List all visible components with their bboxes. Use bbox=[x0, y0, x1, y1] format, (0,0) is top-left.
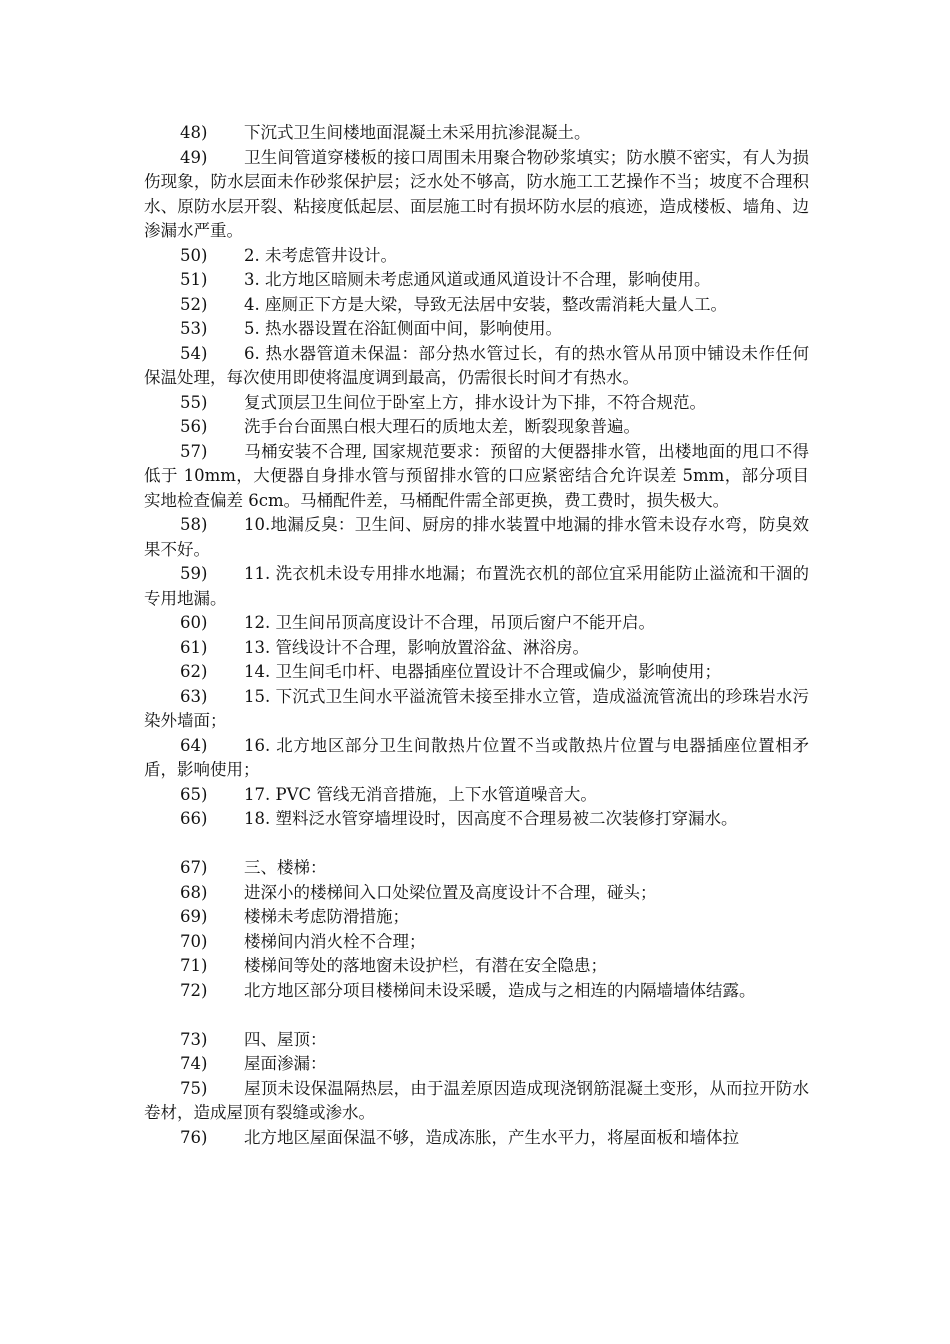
list-item bbox=[144, 317, 809, 342]
section-heading bbox=[144, 856, 809, 881]
item-number: 58) bbox=[180, 515, 208, 534]
list-item bbox=[144, 611, 809, 636]
blank-line bbox=[144, 832, 809, 857]
item-text: 14. 卫生间毛巾杆、电器插座位置设计不合理或偏少，影响使用； bbox=[244, 662, 721, 681]
list-item bbox=[144, 930, 809, 955]
item-text: 18. 塑料泛水管穿墙埋设时，因高度不合理易被二次装修打穿漏水。 bbox=[244, 809, 738, 828]
item-number: 54) bbox=[180, 343, 208, 363]
list-item bbox=[144, 734, 809, 783]
item-number: 57) bbox=[180, 441, 208, 461]
list-item bbox=[144, 342, 809, 391]
item-text: 4. 座厕正下方是大梁，导致无法居中安装，整改需消耗大量人工。 bbox=[244, 294, 727, 314]
item-text: 11. 洗衣机未设专用排水地漏；布置洗衣机的部位宜采用能防止溢流和干涸的专用地漏。 bbox=[144, 564, 809, 608]
item-number: 68) bbox=[180, 882, 208, 902]
item-number: 72) bbox=[180, 980, 208, 1000]
list-item bbox=[144, 1077, 809, 1126]
item-number: 55) bbox=[180, 392, 208, 412]
section-heading bbox=[144, 1028, 809, 1053]
item-number: 48) bbox=[180, 123, 208, 142]
item-number: 76) bbox=[180, 1127, 208, 1147]
list-item bbox=[144, 121, 809, 146]
item-number: 51) bbox=[180, 270, 208, 289]
item-number: 52) bbox=[180, 294, 208, 314]
list-item bbox=[144, 513, 809, 562]
item-text: 3. 北方地区暗厕未考虑通风道或通风道设计不合理，影响使用。 bbox=[244, 270, 711, 289]
item-number: 63) bbox=[180, 686, 208, 706]
list-item bbox=[144, 415, 809, 440]
item-text: 15. 下沉式卫生间水平溢流管未接至排水立管，造成溢流管流出的珍珠岩水污染外墙面； bbox=[144, 686, 809, 730]
document-body bbox=[144, 121, 809, 1150]
item-text: 马桶安装不合理, 国家规范要求：预留的大便器排水管，出楼地面的甩口不得低于 10mm，大便器自身排水管与预留排水管的口应紧密结合允许误差 5mm，部分项目实地检查偏差 6cm。马桶配件差，马桶配件需全部更换，费工费时，损失极大。 bbox=[144, 441, 809, 510]
item-text: 进深小的楼梯间入口处梁位置及高度设计不合理，碰头； bbox=[244, 882, 657, 902]
list-item bbox=[144, 685, 809, 734]
item-number: 60) bbox=[180, 613, 208, 632]
item-text: 楼梯未考虑防滑措施； bbox=[244, 907, 409, 926]
item-text: 楼梯间等处的落地窗未设护栏，有潜在安全隐患； bbox=[244, 956, 607, 975]
item-number: 65) bbox=[180, 784, 208, 804]
list-item bbox=[144, 1052, 809, 1077]
list-item bbox=[144, 293, 809, 318]
list-item bbox=[144, 979, 809, 1004]
list-item bbox=[144, 146, 809, 244]
item-number: 62) bbox=[180, 662, 208, 681]
item-text: 屋面渗漏： bbox=[244, 1054, 327, 1073]
item-number: 71) bbox=[180, 956, 208, 975]
item-text: 13. 管线设计不合理，影响放置浴盆、淋浴房。 bbox=[244, 637, 589, 657]
item-text: 复式顶层卫生间位于卧室上方，排水设计为下排，不符合规范。 bbox=[244, 392, 706, 412]
item-text: 6. 热水器管道未保温：部分热水管过长，有的热水管从吊顶中铺设未作任何保温处理，每次使用即使将温度调到最高，仍需很长时间才有热水。 bbox=[144, 343, 809, 387]
item-text: 16. 北方地区部分卫生间散热片位置不当或散热片位置与电器插座位置相矛盾，影响使用； bbox=[144, 735, 809, 779]
list-item bbox=[144, 807, 809, 832]
item-number: 75) bbox=[180, 1078, 208, 1098]
item-number: 70) bbox=[180, 931, 208, 951]
item-text: 2. 未考虑管井设计。 bbox=[244, 245, 397, 265]
item-text: 洗手台台面黑白根大理石的质地太差，断裂现象普遍。 bbox=[244, 417, 640, 436]
item-number: 66) bbox=[180, 809, 208, 828]
item-number: 67) bbox=[180, 858, 208, 877]
list-item bbox=[144, 660, 809, 685]
blank-line bbox=[144, 1003, 809, 1028]
item-text: 10.地漏反臭：卫生间、厨房的排水装置中地漏的排水管未设存水弯，防臭效果不好。 bbox=[144, 515, 809, 559]
item-text: 北方地区部分项目楼梯间未设采暖，造成与之相连的内隔墙墙体结露。 bbox=[244, 980, 756, 1000]
item-text: 四、屋顶： bbox=[244, 1029, 327, 1049]
list-item bbox=[144, 905, 809, 930]
item-text: 下沉式卫生间楼地面混凝土未采用抗渗混凝土。 bbox=[244, 123, 591, 142]
item-number: 53) bbox=[180, 319, 208, 338]
item-text: 17. PVC 管线无消音措施，上下水管道噪音大。 bbox=[244, 784, 597, 804]
item-number: 59) bbox=[180, 564, 208, 583]
item-number: 69) bbox=[180, 907, 208, 926]
item-text: 屋顶未设保温隔热层，由于温差原因造成现浇钢筋混凝土变形，从而拉开防水卷材，造成屋顶有裂缝或渗水。 bbox=[144, 1078, 809, 1122]
list-item bbox=[144, 954, 809, 979]
item-text: 楼梯间内消火栓不合理； bbox=[244, 931, 426, 951]
list-item bbox=[144, 562, 809, 611]
list-item bbox=[144, 783, 809, 808]
item-number: 49) bbox=[180, 147, 208, 167]
item-text: 北方地区屋面保温不够，造成冻胀，产生水平力，将屋面板和墙体拉 bbox=[244, 1127, 739, 1147]
item-number: 73) bbox=[180, 1029, 208, 1049]
item-text: 5. 热水器设置在浴缸侧面中间，影响使用。 bbox=[244, 319, 562, 338]
item-number: 64) bbox=[180, 735, 208, 755]
item-text: 卫生间管道穿楼板的接口周围未用聚合物砂浆填实；防水膜不密实，有人为损伤现象，防水层面未作砂浆保护层；泛水处不够高，防水施工工艺操作不当；坡度不合理积水、原防水层开裂、粘接度低起层、面层施工时有损坏防水层的痕迹，造成楼板、墙角、边渗漏水严重。 bbox=[144, 147, 809, 240]
list-item bbox=[144, 440, 809, 514]
list-item bbox=[144, 636, 809, 661]
item-text: 三、楼梯： bbox=[244, 858, 327, 877]
item-number: 74) bbox=[180, 1054, 208, 1073]
item-number: 50) bbox=[180, 245, 208, 265]
list-item bbox=[144, 391, 809, 416]
item-number: 56) bbox=[180, 417, 208, 436]
list-item bbox=[144, 1126, 809, 1151]
list-item bbox=[144, 881, 809, 906]
item-text: 12. 卫生间吊顶高度设计不合理，吊顶后窗户不能开启。 bbox=[244, 613, 655, 632]
list-item bbox=[144, 244, 809, 269]
item-number: 61) bbox=[180, 637, 208, 657]
list-item bbox=[144, 268, 809, 293]
